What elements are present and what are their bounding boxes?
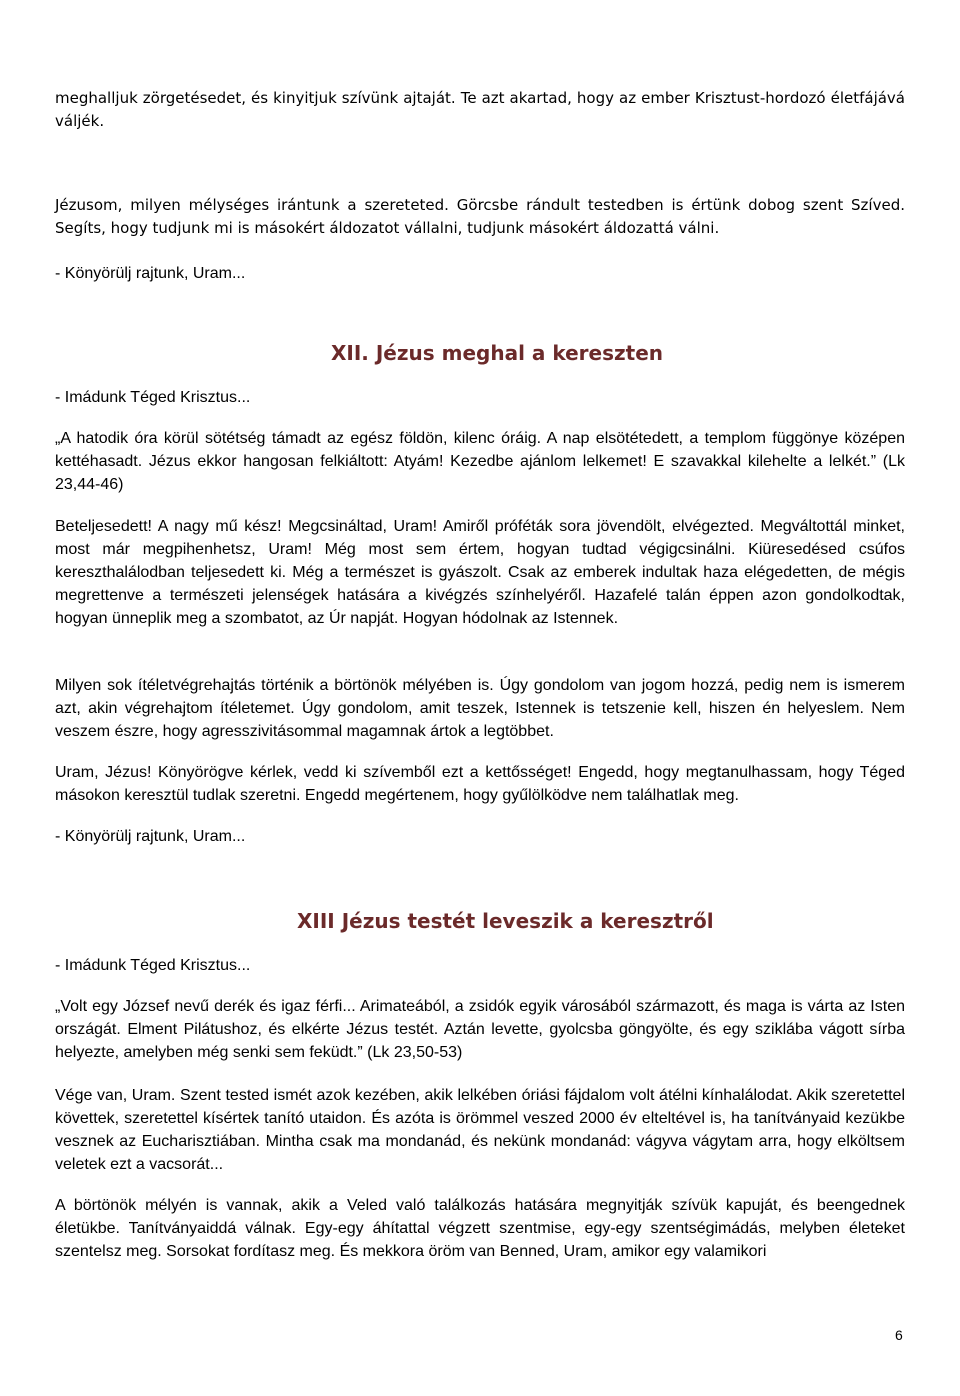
adoration-line-2	[55, 954, 905, 977]
paragraph-text: Uram, Jézus! Könyörögve kérlek, vedd ki szívemből ezt a kettősséget! Engedd, hogy megtanulhassam, hogy Téged másokon keresztül tudlak szeretni. Engedd megértenem, hogy gyűlölködve nem találhatlak meg.	[55, 764, 905, 804]
response-line	[55, 262, 905, 285]
paragraph-meditation-4	[55, 1194, 905, 1263]
scripture-quote-13	[55, 995, 905, 1064]
paragraph-text: meghalljuk zörgetésedet, és kinyitjuk szívünk ajtaját. Te azt akartad, hogy az ember Krisztust-hordozó életfájává váljék.	[55, 89, 905, 130]
scripture-quote-12	[55, 427, 905, 496]
adoration-text: - Imádunk Téged Krisztus...	[55, 389, 251, 406]
paragraph-text: Jézusom, milyen mélységes irántunk a szereteted. Görcsbe rándult testedben is értünk dobog szent Szíved. Segíts, hogy tudjunk mi is másokért áldozatot vállalni, tudjunk másokért áldozattá válni.	[55, 196, 905, 237]
paragraph-text: Vége van, Uram. Szent tested ismét azok kezében, akik lelkében óriási fájdalom volt átélni kínhalálodat. Akik szeretettel követtek, szeretettel kísértek tanító utaidon. És azóta is örömmel veszed 2000 év elteltével is, ha tanítványaid kezükbe vesznek az Eucharisztiában. Mintha csak ma mondanád, és nekünk mondanád: vágyva vágytam arra, hogy elköltsem veletek ezt a vacsorát...	[55, 1087, 905, 1173]
adoration-text: - Imádunk Téged Krisztus...	[55, 957, 251, 974]
station-heading-13: XIII Jézus testét leveszik a keresztről	[297, 909, 714, 933]
paragraph-text: A börtönök mélyén is vannak, akik a Veled való találkozás hatására megnyitják szívük kapuját, és beengednek életükbe. Tanítványaiddá válnak. Egy-egy áhítattal végzett szentmise, egy-egy szentségimádás, melyben életeket szentelsz meg. Sorsokat fordítasz meg. És mekkora öröm van Benned, Uram, amikor egy valamikori	[55, 1197, 905, 1260]
paragraph-text: „A hatodik óra körül sötétség támadt az egész földön, kilenc óráig. A nap elsötétedett, a templom függönye középen kettéhasadt. Jézus ekkor hangosan felkiáltott: Atyám! Kezedbe ajánlom lelkemet! E szavakkal kilehelte a lelkét.” (Lk 23,44-46)	[55, 430, 905, 493]
response-text: - Könyörülj rajtunk, Uram...	[55, 828, 246, 845]
paragraph-text: „Volt egy József nevű derék és igaz férfi... Arimateából, a zsidók egyik városából származott, és maga is várta az Isten országát. Elment Pilátushoz, és elkérte Jézus testét. Aztán levette, gyolcsba göngyölte, és egy sziklába vágott sírba helyezte, amelyben még senki sem feküdt.” (Lk 23,50-53)	[55, 998, 905, 1061]
page-number: 6	[895, 1327, 903, 1343]
response-line-2	[55, 825, 905, 848]
paragraph-meditation-2	[55, 674, 905, 743]
paragraph-text: Beteljesedett! A nagy mű kész! Megcsináltad, Uram! Amiről próféták sora jövendölt, elvégezted. Megváltottál minket, most már megpihenhetsz, Uram! Még most sem értem, hogyan tudtad végigcsinálni. Kiüresedésed csúfos kereszthalálodban teljesedett ki. Még a természet is gyászolt. Csak az emberek indultak haza elégedetten, de mégis megrettenve a természeti jelenségek hatására a kivégzés színhelyéről. Hazafelé talán éppen azon gondolkodtak, hogyan ünneplik meg a szombatot, az Úr napját. Hogyan hódolnak az Istennek.	[55, 518, 905, 627]
paragraph-prayer-2	[55, 761, 905, 807]
paragraph-prayer-1	[55, 194, 905, 240]
station-heading-12: XII. Jézus meghal a kereszten	[331, 341, 664, 365]
paragraph-meditation-1	[55, 515, 905, 630]
paragraph-text: Milyen sok ítéletvégrehajtás történik a börtönök mélyében is. Úgy gondolom van jogom hozzá, pedig nem is ismerem azt, akin végrehajtom ítéletemet. Úgy gondolom, amit teszek, Istennek is tetszenie kell, hiszen én helyeslem. Nem veszem észre, hogy agresszivitásommal magamnak ártok a legtöbbet.	[55, 677, 905, 740]
response-text: - Könyörülj rajtunk, Uram...	[55, 265, 246, 282]
paragraph-intro	[55, 87, 905, 133]
paragraph-meditation-3	[55, 1084, 905, 1176]
adoration-line	[55, 386, 905, 409]
